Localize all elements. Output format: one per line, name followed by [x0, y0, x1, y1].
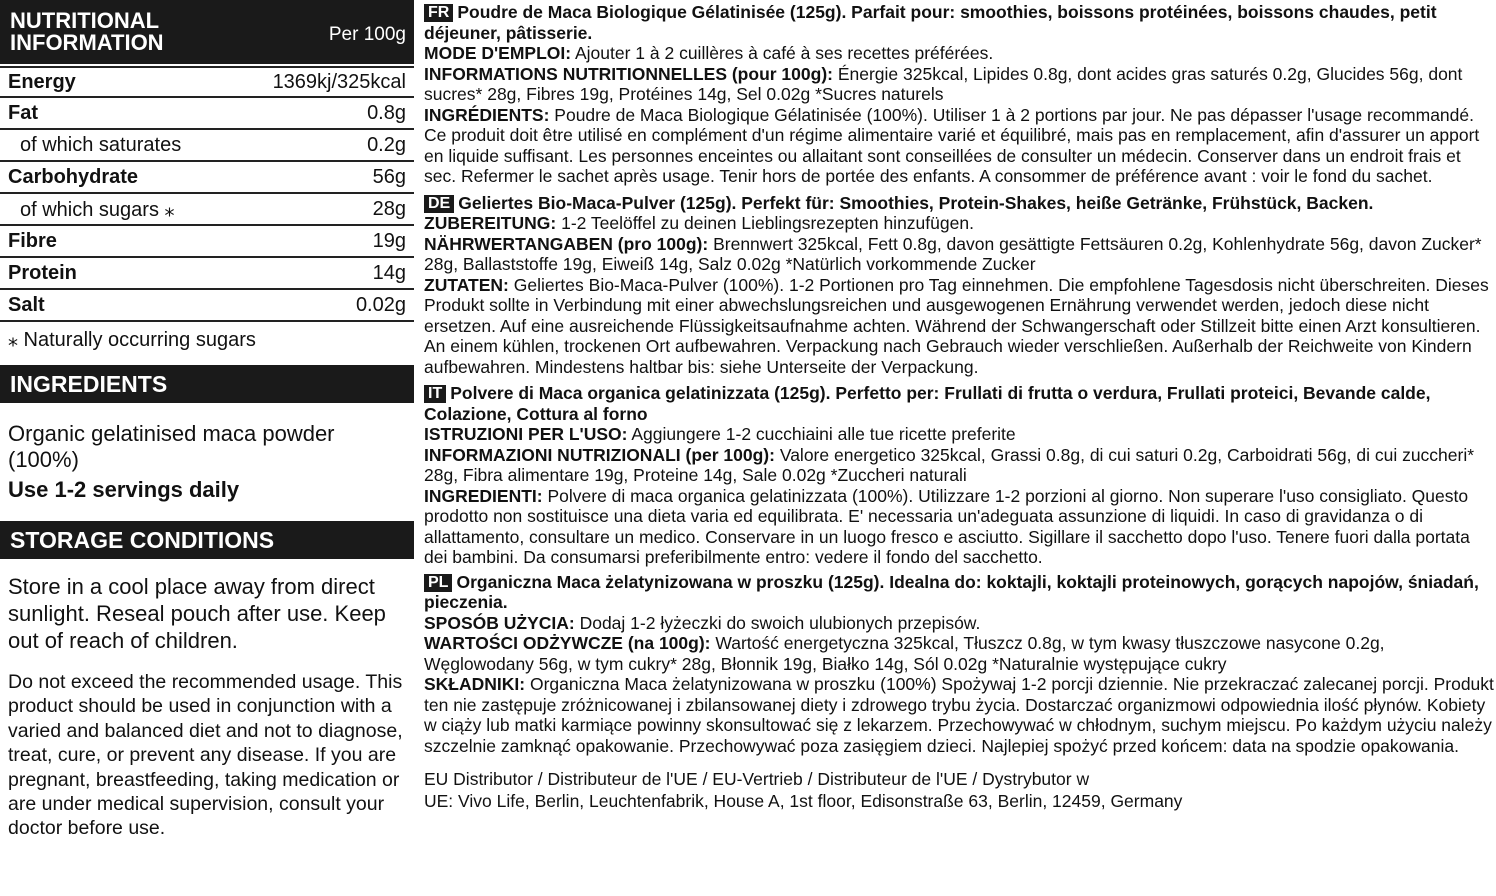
nutrition-label: Fibre	[8, 229, 57, 252]
usage-text: Aggiungere 1-2 cucchiaini alle tue ricette preferite	[627, 424, 1016, 444]
nutrition-value: 19g	[372, 229, 406, 252]
nutrition-header	[0, 0, 414, 64]
title-paragraph	[424, 193, 1496, 214]
usage-text: 1-2 Teelöffel zu deinen Lieblingsrezepten hinzufügen.	[556, 213, 974, 233]
nutrition-value: 56g	[372, 165, 406, 188]
ingredients-paragraph	[424, 674, 1496, 756]
product-title: Polvere di Maca organica gelatinizzata (125g). Perfetto per: Frullati di frutta o verdura, Frullati proteici, Bevande calde, Colazione, Cottura al forno	[424, 383, 1431, 424]
ingredients-label: INGREDIENTI:	[424, 485, 543, 506]
title-paragraph	[424, 2, 1496, 43]
ingredients-label: INGRÉDIENTS:	[424, 104, 550, 125]
usage-label: ISTRUZIONI PER L'USO:	[424, 424, 628, 444]
ingredients-label: SKŁADNIKI:	[424, 674, 526, 694]
ingredients-paragraph	[424, 275, 1496, 378]
ingredients-label: ZUTATEN:	[424, 274, 509, 295]
usage-text: Ajouter 1 à 2 cuillères à café à ses recettes préférées.	[571, 43, 994, 63]
ingredients-paragraph	[424, 486, 1496, 568]
product-title: Geliertes Bio-Maca-Pulver (125g). Perfekt für: Smoothies, Protein-Shakes, heiße Getränke, Frühstück, Backen.	[458, 192, 1374, 213]
nutrition-row-fat	[0, 98, 414, 130]
usage-text: Use 1-2 servings daily	[8, 477, 240, 502]
usage-paragraph	[424, 213, 1496, 234]
nutrition-label: WARTOŚCI ODŻYWCZE (na 100g):	[424, 633, 711, 653]
nutrition-text: Valore energetico 325kcal, Grassi 0.8g, di cui saturi 0.2g, Carboidrati 56g, di cui zuccheri* 28g, Fibra alimentare 19g, Proteine 14g, Sale 0.02g *Zuccheri naturali	[424, 444, 1475, 485]
title-paragraph	[424, 383, 1496, 424]
product-title: Organiczna Maca żelatynizowana w proszku (125g). Idealna do: koktajli, koktajli proteinowych, gorących napojów, śniadań, pieczenia.	[424, 571, 1479, 612]
sugars-footnote: ⁎ Naturally occurring sugars	[8, 329, 256, 351]
nutrition-row-saturates	[0, 130, 414, 162]
ingredients-heading: INGREDIENTS	[0, 365, 414, 403]
nutrition-label: INFORMATIONS NUTRITIONNELLES (pour 100g):	[424, 63, 833, 84]
nutrition-label: Energy	[8, 70, 76, 93]
title-paragraph	[424, 572, 1496, 613]
nutrition-table	[0, 66, 414, 322]
nutrition-value: 0.2g	[367, 133, 406, 156]
distributor-line-1: EU Distributor / Distributeur de l'UE / EU-Vertrieb / Distributeur de l'UE / Dystrybutor w	[424, 769, 1090, 789]
storage-heading: STORAGE CONDITIONS	[0, 521, 414, 559]
language-tag: IT	[424, 385, 446, 403]
nutrition-paragraph	[424, 234, 1496, 275]
distributor-line-2: UE: Vivo Life, Berlin, Leuchtenfabrik, House A, 1st floor, Edisonstraße 63, Berlin, 12459, Germany	[424, 791, 1183, 811]
language-block-de	[424, 193, 1496, 378]
language-block-fr	[424, 2, 1496, 187]
nutrition-row-fibre	[0, 226, 414, 258]
storage-text: Store in a cool place away from direct sunlight. Reseal pouch after use. Keep out of reach of children.	[8, 574, 386, 653]
nutrition-label: Protein	[8, 261, 77, 284]
nutrition-label: INFORMAZIONI NUTRIZIONALI (per 100g):	[424, 444, 775, 465]
nutrition-paragraph	[424, 445, 1496, 486]
usage-text: Dodaj 1-2 łyżeczki do swoich ulubionych przepisów.	[574, 612, 981, 633]
nutrition-value: 0.02g	[355, 293, 406, 316]
nutrition-row-protein	[0, 258, 414, 290]
nutrition-row-energy	[0, 66, 414, 98]
nutrition-label: Carbohydrate	[8, 165, 139, 188]
nutrition-value: 14g	[372, 261, 406, 284]
ingredients-paragraph	[424, 105, 1496, 187]
language-block-it	[424, 383, 1496, 568]
ingredients-text: Organic gelatinised maca powder (100%)	[8, 421, 335, 472]
language-tag: PL	[424, 574, 452, 592]
right-panel	[424, 0, 1496, 896]
per-100g-label: Per 100g	[328, 24, 406, 45]
language-tag: FR	[424, 4, 453, 22]
nutrition-label: Salt	[8, 293, 45, 316]
ingredients-text: Poudre de Maca Biologique Gélatinisée (100%). Utiliser 1 à 2 portions par jour. Ne pas dépasser l'usage recommandé. Ce produit doit être utilisé en complément d'un régime alimentaire varié et équilibré, mais pas en remplacement, afin d'assurer un apport en liquide suffisant. Les personnes enceintes ou allaitant sont conseillées de consulter un médecin. Conserver dans un endroit frais et sec. Refermer le sachet après usage. Tenir hors de portée des enfants. A consommer de préférence avant : voir le fond du sachet.	[424, 104, 1480, 186]
nutrition-value: 28g	[372, 197, 406, 220]
nutrition-title-line1: NUTRITIONAL	[10, 8, 160, 33]
usage-paragraph	[424, 613, 1496, 634]
usage-label: SPOSÓB UŻYCIA:	[424, 612, 575, 633]
nutrition-paragraph	[424, 633, 1496, 674]
usage-paragraph	[424, 43, 1496, 64]
ingredients-text: Geliertes Bio-Maca-Pulver (100%). 1-2 Portionen pro Tag einnehmen. Die empfohlene Tagesdosis nicht überschreiten. Dieses Produkt sollte in Verbindung mit einer abwechslungsreichen und ausgewogenen Ernährung verwendet werden, jedoch diese nicht ersetzen. Auf eine ausreichende Flüssigkeitsaufnahme achten. Während der Schwangerschaft oder Stillzeit bitte einen Arzt konsultieren. An einem kühlen, trockenen Ort aufbewahren. Verpackung nach Gebrauch wieder verschließen. Außerhalb der Reichweite von Kindern aufbewahren. Mindestens haltbar bis: siehe Unterseite der Verpackung.	[424, 274, 1489, 377]
nutrition-text: Brennwert 325kcal, Fett 0.8g, davon gesättigte Fettsäuren 0.2g, Kohlenhydrate 56g, davon Zucker* 28g, Ballaststoffe 19g, Eiweiß 14g, Salz 0.02g *Natürlich vorkommende Zucker	[424, 233, 1482, 274]
nutrition-label: Fat	[8, 101, 38, 124]
nutrition-label: NÄHRWERTANGABEN (pro 100g):	[424, 233, 709, 254]
usage-paragraph	[424, 424, 1496, 445]
nutrition-paragraph	[424, 64, 1496, 105]
nutrition-label: of which sugars ⁎	[20, 198, 175, 221]
ingredients-text: Organiczna Maca żelatynizowana w proszku (100%) Spożywaj 1-2 porcji dziennie. Nie przekraczać zalecanej porcji. Produkt ten nie zastępuje zróżnicowanej i zbilansowanej diety i zdrowego trybu życia. Dostarczać organizmowi odpowiednia ilość płynów. Kobiety w ciąży lub matki karmiące powinny skonsultować się z lekarzem. Przechowywać w chłodnym, suchym miejscu. Po każdym użyciu należy szczelnie zamknąć opakowanie. Przechowywać poza zasięgiem dzieci. Najlepiej spożyć przed końcem: data na spodzie opakowania.	[424, 674, 1494, 756]
nutrition-row-sugars	[0, 194, 414, 226]
eu-distributor	[424, 768, 1496, 812]
usage-label: MODE D'EMPLOI:	[424, 43, 572, 63]
nutrition-title-line2: INFORMATION	[10, 30, 164, 55]
usage-label: ZUBEREITUNG:	[424, 213, 557, 233]
warning-text: Do not exceed the recommended usage. This product should be used in conjunction with a varied and balanced diet and not to diagnose, treat, cure, or prevent any disease. If you are pregnant, breastfeeding, taking medication or are under medical supervision, consult your doctor before use.	[8, 671, 403, 840]
nutrition-value: 1369kj/325kcal	[272, 70, 406, 93]
product-title: Poudre de Maca Biologique Gélatinisée (125g). Parfait pour: smoothies, boissons protéinées, boissons chaudes, petit déjeuner, pâtisserie.	[424, 2, 1437, 43]
nutrition-text: Énergie 325kcal, Lipides 0.8g, dont acides gras saturés 0.2g, Glucides 56g, dont sucres* 28g, Fibres 19g, Protéines 14g, Sel 0.02g *Sucres naturels	[424, 63, 1463, 104]
left-panel	[0, 0, 414, 896]
ingredients-text: Polvere di maca organica gelatinizzata (100%). Utilizzare 1-2 porzioni al giorno. Non superare l'uso consigliato. Questo prodotto non sostituisce una dieta varia ed equilibrata. E' necessaria un'adeguata assunzione di liquidi. In caso di gravidanza o di allattamento, consultare un medico. Conservare in un luogo fresco e asciutto. Sigillare il sacchetto dopo l'uso. Tenere fuori dalla portata dei bambini. Da consumarsi preferibilmente entro: vedere il fondo del sacchetto.	[424, 485, 1470, 567]
nutrition-row-carbohydrate	[0, 162, 414, 194]
nutrition-title	[10, 10, 164, 54]
language-block-pl	[424, 572, 1496, 757]
nutrition-value: 0.8g	[367, 101, 406, 124]
language-tag: DE	[424, 195, 454, 213]
nutrition-row-salt	[0, 290, 414, 322]
nutrition-label: of which saturates	[20, 133, 182, 156]
nutrition-text: Wartość energetyczna 325kcal, Tłuszcz 0.8g, w tym kwasy tłuszczowe nasycone 0.2g, Węglowodany 56g, w tym cukry* 28g, Błonnik 19g, Białko 14g, Sól 0.02g *Naturalnie występujące cukry	[424, 633, 1385, 674]
